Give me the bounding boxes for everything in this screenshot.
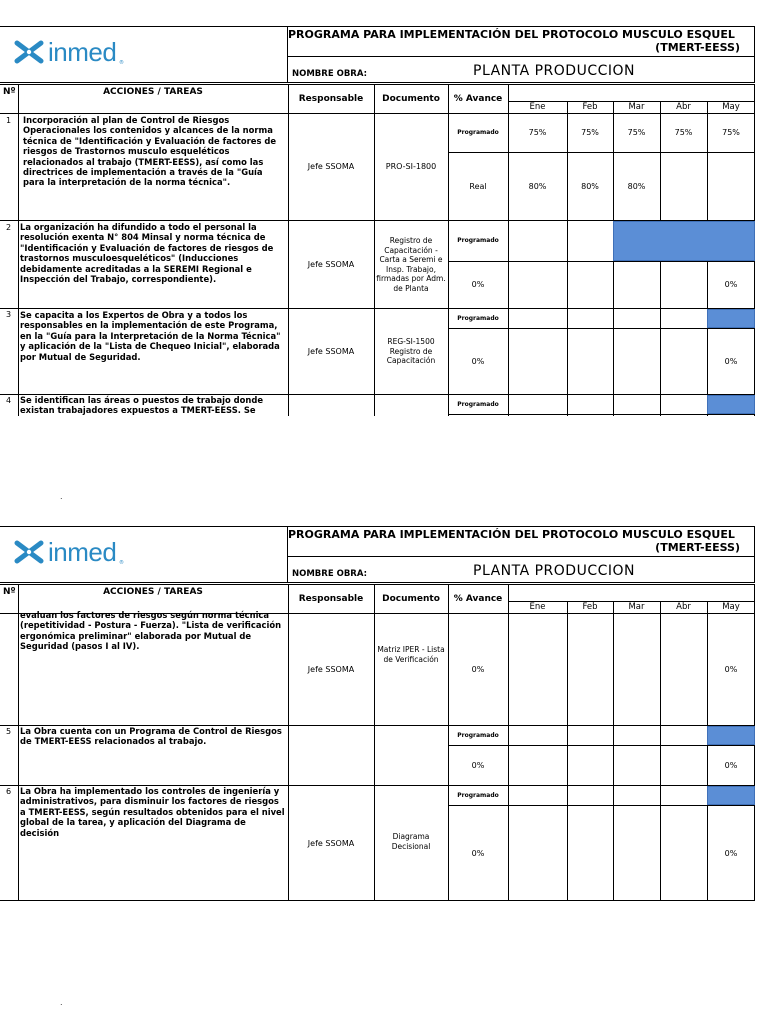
month-ene: Ene (529, 102, 546, 112)
row-num: 3 (6, 310, 12, 319)
avance-cell: 0% (471, 356, 485, 366)
col-avance-header: % Avance (453, 594, 503, 604)
logo-text: inmed (48, 537, 117, 567)
row-num: 1 (6, 116, 12, 125)
scheduled-bar (707, 786, 755, 805)
may-cell: 0% (724, 848, 738, 858)
logo-trademark: ® (119, 60, 124, 66)
task-text: evaluan los factores de riesgos según norma técnica (repetitividad - Postura - Fuerza). "Lista de verificación ergonómica preliminar" elaborada por Mutual de Seguridad (pasos I al IV). (20, 610, 282, 652)
scheduled-bar (613, 221, 755, 261)
month-feb: Feb (582, 602, 598, 612)
programado-label: Programado (457, 731, 499, 739)
scheduled-bar (707, 726, 755, 745)
task-text: Incorporación al plan de Control de Riesgos Operacionales los contenidos y alcances de la norma técnica de "Identificación y Evaluación de factores de riesgos de Trastornos musculo esqueléticos relacionados al trabajo (TMERT-EESS), así como las directrices de implementación a través de la "Guía para la interpretación de la norma técnica". (23, 115, 277, 188)
month-feb: Feb (582, 102, 598, 112)
real-label: Real (469, 181, 487, 191)
obra-label: NOMBRE OBRA: (292, 569, 367, 579)
avance-cell: 0% (471, 280, 485, 289)
avance-cell: 0% (471, 664, 485, 674)
prog-mar: 75% (627, 128, 646, 137)
may-cell: 0% (724, 760, 738, 770)
scheduled-bar (707, 395, 755, 414)
program-title-line2: (TMERT-EESS) (655, 41, 740, 54)
programado-label: Programado (457, 400, 499, 408)
month-abr: Abr (676, 102, 691, 112)
logo-trademark: ® (119, 560, 124, 566)
month-may: May (722, 102, 740, 112)
row-num: 4 (6, 396, 12, 405)
col-acciones-header: ACCIONES / TAREAS (103, 587, 203, 597)
documento-cell: REG-SI-1500 Registro de Capacitación (386, 337, 436, 365)
programado-label: Programado (457, 314, 499, 322)
page-mark: . (60, 998, 63, 1007)
documento-cell: Registro de Capacitación - Carta a Seremi e Insp. Trabajo, firmadas por Adm. de Planta (376, 236, 446, 293)
month-abr: Abr (676, 602, 691, 612)
program-title-line2: (TMERT-EESS) (655, 541, 740, 554)
col-responsable-header: Responsable (298, 594, 364, 604)
program-title-line1: PROGRAMA PARA IMPLEMENTACIÓN DEL PROTOCOLO MUSCULO ESQUEL (288, 28, 735, 41)
sheet-page-2 (0, 500, 768, 910)
obra-value: PLANTA PRODUCCION (473, 63, 635, 79)
responsable-cell: Jefe SSOMA (307, 259, 355, 269)
col-responsable-header: Responsable (298, 94, 364, 104)
scheduled-bar (707, 309, 755, 328)
programado-label: Programado (457, 791, 499, 799)
prog-may: 75% (722, 128, 740, 137)
page-mark: . (60, 492, 63, 501)
obra-label: NOMBRE OBRA: (292, 69, 367, 79)
responsable-cell: Jefe SSOMA (307, 346, 355, 356)
row-num: 6 (6, 787, 12, 796)
real-mar: 80% (627, 181, 646, 191)
obra-value: PLANTA PRODUCCION (473, 563, 635, 579)
prog-feb: 75% (581, 128, 599, 137)
logo-text: inmed (48, 37, 117, 67)
task-text: Se identifican las áreas o puestos de trabajo donde existan trabajadores expuestos a TMERT-EESS. Se (20, 395, 264, 415)
sheet-page-1 (0, 0, 768, 420)
month-may: May (722, 602, 740, 612)
real-feb: 80% (581, 181, 599, 191)
program-title-line1: PROGRAMA PARA IMPLEMENTACIÓN DEL PROTOCOLO MUSCULO ESQUEL (288, 528, 735, 541)
avance-cell: 0% (471, 760, 485, 770)
col-num-header: Nº (3, 87, 16, 97)
col-acciones-header: ACCIONES / TAREAS (103, 87, 203, 97)
month-mar: Mar (628, 102, 645, 112)
task-text: La Obra ha implementado los controles de ingeniería y administrativos, para disminuir los factores de riesgos a TMERT-EESS, según resultados obtenidos para el nivel global de la tarea, y aplicación del Diagrama de decisión (20, 786, 285, 838)
logo (12, 538, 46, 570)
col-num-header: Nº (3, 587, 16, 597)
program-title (288, 28, 754, 54)
may-cell: 0% (724, 280, 738, 289)
month-mar: Mar (628, 602, 645, 612)
col-avance-header: % Avance (453, 94, 503, 104)
row-num: 2 (6, 223, 12, 232)
col-documento-header: Documento (382, 94, 440, 104)
documento-cell: PRO-SI-1800 (385, 162, 437, 171)
may-cell: 0% (724, 356, 738, 366)
task-text: La Obra cuenta con un Programa de Control de Riesgos de TMERT-EESS relacionados al trabajo. (20, 726, 282, 747)
col-documento-header: Documento (382, 594, 440, 604)
program-title (288, 528, 754, 554)
documento-cell: Matriz IPER - Lista de Verificación (377, 645, 445, 664)
programado-label: Programado (457, 129, 499, 136)
programado-label: Programado (457, 237, 499, 244)
real-ene: 80% (528, 181, 547, 191)
task-text: La organización ha difundido a todo el personal la resolución exenta N° 804 Minsal y norma técnica de "Identificación y Evaluación de factores de riesgos de trastornos musculoesqueléticos" (Inducciones debidamente acreditadas a la SEREMI Regional e Inspección del Trabajo, correspondiente). (20, 222, 274, 285)
row-num: 5 (6, 727, 12, 736)
inmed-logo-icon (12, 538, 46, 566)
avance-cell: 0% (471, 848, 485, 858)
responsable-cell: Jefe SSOMA (307, 162, 355, 171)
responsable-cell: Jefe SSOMA (307, 664, 355, 674)
task-text: Se capacita a los Expertos de Obra y a todos los responsables en la implementación de este Programa, en la "Guía para la Interpretación de la Norma Técnica" y aplicación de la "Lista de Chequeo Inicial", elaborada por Mutual de Seguridad. (20, 310, 281, 362)
responsable-cell: Jefe SSOMA (307, 838, 355, 848)
prog-ene: 75% (528, 128, 547, 137)
documento-cell: Diagrama Decisional (391, 832, 431, 851)
logo (12, 38, 46, 70)
prog-abr: 75% (674, 128, 693, 137)
month-ene: Ene (529, 602, 546, 612)
may-cell: 0% (724, 664, 738, 674)
inmed-logo-icon (12, 38, 46, 66)
